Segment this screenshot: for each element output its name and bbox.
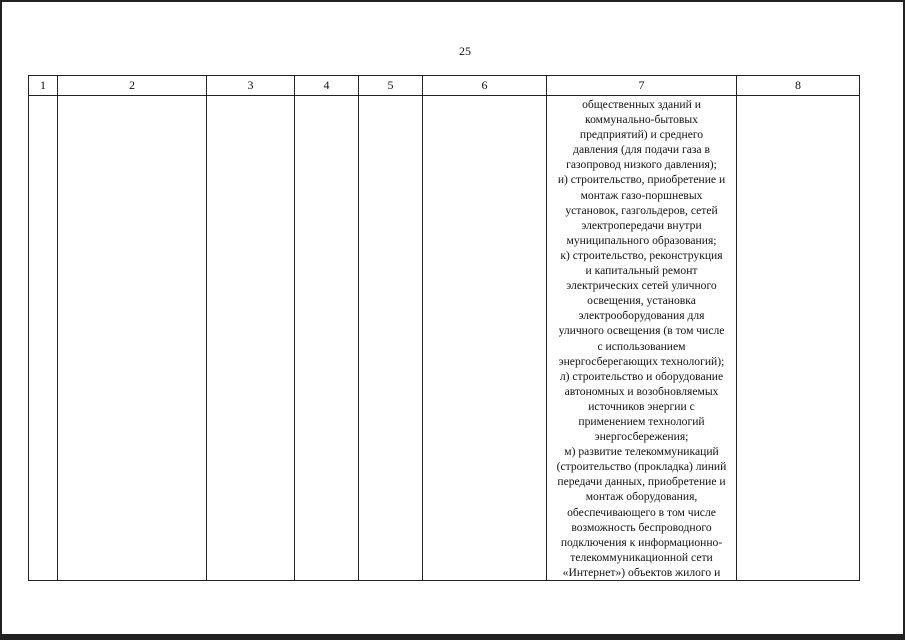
table-header-row [29,76,860,96]
cell-col-7-line: муниципального образования; [566,233,717,247]
cell-col-7 [547,96,737,581]
document-table [28,75,860,581]
table-row [29,96,860,581]
column-header-6: 6 [423,76,547,96]
cell-col-7-line: с использованием [597,339,686,353]
cell-col-7-line: «Интернет») объектов жилого и [562,565,721,579]
cell-col-7-line: монтаж газо-поршневых [580,188,703,202]
cell-col-7-line: электрооборудования для [578,309,705,323]
cell-col-7-line: давления (для подачи газа в [573,143,710,157]
cell-col-3 [207,96,295,581]
cell-col-1 [29,96,58,581]
page-border-left [0,0,2,640]
cell-col-7-line: возможность беспроводного [571,520,712,534]
cell-col-7-line: к) строительство, реконструкция [560,248,723,262]
column-header-7: 7 [547,76,737,96]
cell-col-7-line: и капитальный ремонт [585,264,698,278]
cell-col-7-line: предприятий) и среднего [579,128,704,142]
cell-col-7-line: электрических сетей уличного [566,279,717,293]
cell-col-7-line: энергосбережения; [594,430,689,444]
cell-col-2 [58,96,207,581]
cell-col-7-line: (строительство (прокладка) линий [556,460,727,474]
page-border-top [0,0,905,2]
cell-col-7-line: общественных зданий и [582,98,701,111]
cell-col-7-line: источников энергии с [588,399,695,413]
cell-col-7-line: уличного освещения (в том числе [558,324,725,338]
page-border-bottom [0,634,905,640]
cell-col-7-line: автономных и возобновляемых [564,384,719,398]
cell-col-7-line: м) развитие телекоммуникаций [564,445,719,459]
cell-col-7-line: телекоммуникационной сети [570,550,713,564]
cell-col-7-line: передачи данных, приобретение и [557,475,726,489]
column-header-5: 5 [359,76,423,96]
cell-col-4 [295,96,359,581]
cell-col-6 [423,96,547,581]
page-number: 25 [459,44,471,58]
cell-col-5 [359,96,423,581]
cell-col-7-line: и) строительство, приобретение и [557,173,726,187]
cell-col-7-line: газопровод низкого давления); [566,158,717,172]
cell-col-7-line: электропередачи внутри [581,218,702,232]
cell-col-7-line: применением технологий [578,414,705,428]
cell-col-7-line: л) строительство и оборудование [559,369,724,383]
cell-col-7-line: подключения к информационно- [560,535,723,549]
column-header-8: 8 [737,76,860,96]
cell-col-7-text [547,96,736,580]
cell-col-7-line: коммунально-бытовых [585,113,698,127]
cell-col-7-line: освещения, установка [587,294,696,308]
column-header-3: 3 [207,76,295,96]
cell-col-7-line: обеспечивающего в том числе [567,505,716,519]
cell-col-7-line: энергосберегающих технологий); [558,354,725,368]
column-header-2: 2 [58,76,207,96]
cell-col-7-line: монтаж оборудования, [585,490,698,504]
column-header-4: 4 [295,76,359,96]
cell-col-8 [737,96,860,581]
column-header-1: 1 [29,76,58,96]
cell-col-7-line: установок, газгольдеров, сетей [565,203,718,217]
